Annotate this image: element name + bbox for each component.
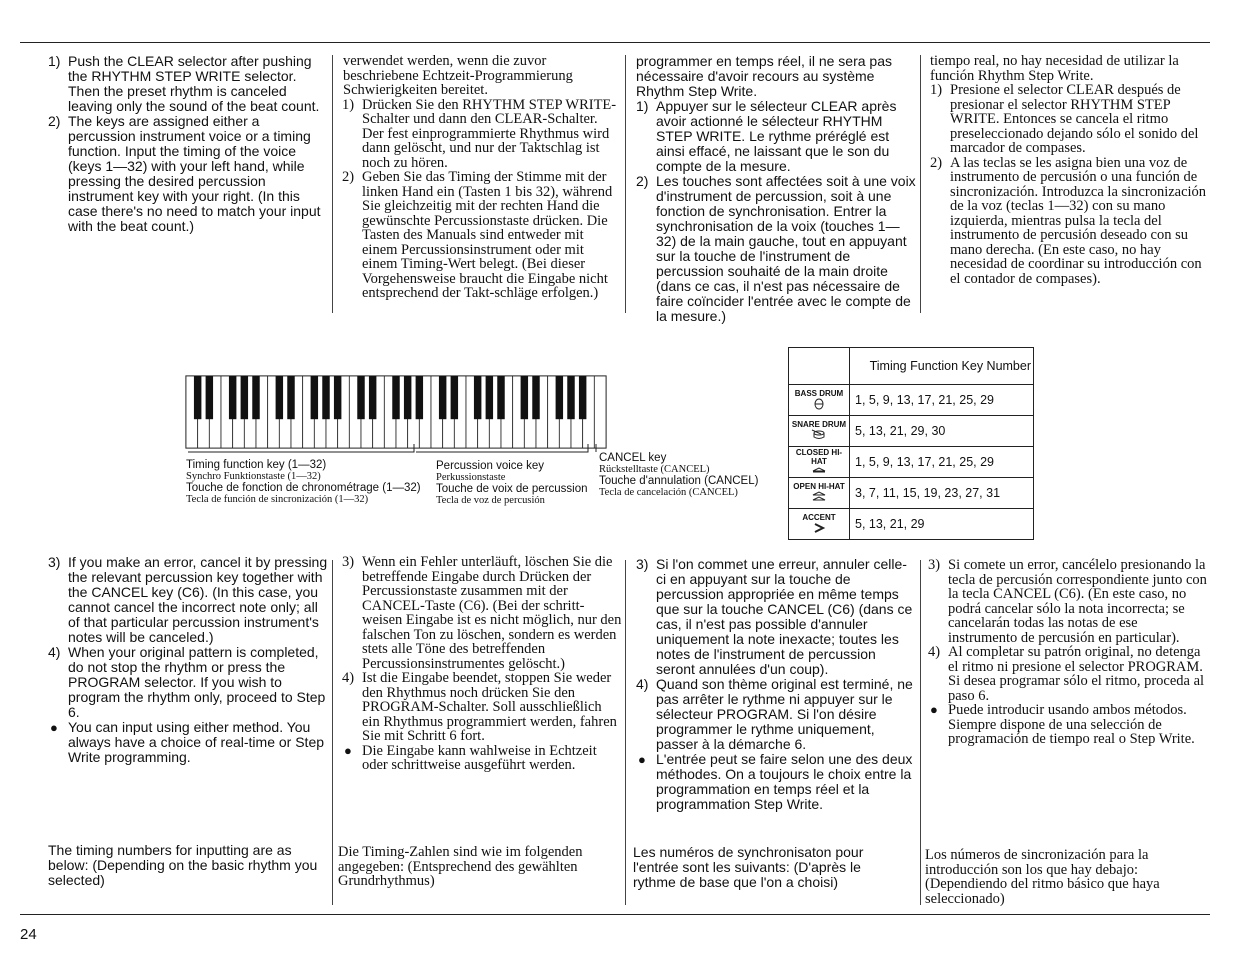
black-key [404, 376, 411, 419]
list-item: 1) Presione el selector CLEAR después de presionar el selector RHYTHM STEP WRITE. Entonces se cancela el ritmo preseleccionado dejando sólo el sonido del marcador de compases. [930, 82, 1199, 156]
list-item: 4) Quand son thème original est terminé, ne pas arrêter le rythme ni appuyer sur le sélecteur PROGRAM. Si l'on désire programmer le rythme uniquement, passer à la démarche 6. [636, 676, 913, 752]
row-label: CLOSED HI-HAT [789, 447, 850, 478]
black-key [439, 376, 446, 419]
row-label: BASS DRUM [789, 385, 850, 416]
page-number: 24 [20, 926, 37, 943]
table-header: Timing Function Key Number [850, 348, 1034, 385]
bottom-french-column [636, 557, 916, 812]
row-value: 5, 13, 21, 29 [850, 509, 1034, 540]
paragraph: verwendet werden, wenn die zuvor beschriebene Echtzeit-Programmierung Schwierigkeiten bereitet. [343, 53, 573, 98]
keyboard-illustration [184, 348, 614, 456]
list-item: 3) Si l'on commet une erreur, annuler celle-ci en appuyant sur la touche de percussion appropriée en même temps que sur la touche CANCEL (C6) (dans ce cas, il n'est pas possible d'annuler uniquement la note inexacte; toutes les notes de l'instrument de percussion seront annulées d'un coup). [636, 556, 913, 677]
black-key [392, 376, 399, 419]
white-key [594, 376, 606, 448]
black-key [579, 376, 586, 419]
bottom-german-footer: Die Timing-Zahlen sind wie im folgenden angegeben: (Entsprechend des gewählten Grundrhythmus) [338, 844, 583, 889]
row-label: ACCENT [789, 509, 850, 540]
paragraph: tiempo real, no hay necesidad de utilizar la función Rhythm Step Write. [930, 53, 1179, 84]
list-item: 3) Wenn ein Fehler unterläuft, löschen Sie die betreffende Eingabe durch Drücken der Percussionstaste zusammen mit der CANCEL-Taste (C6). (Bei der schritt-weisen Eingabe ist es nicht möglich, nur den falschen Ton zu löschen, sondern es werden stets alle Töne des betreffenden Percussionsinstrumentes gelöscht.) [342, 554, 622, 672]
bottom-spanish-footer: Los números de sincronización para la introducción son los que hay debajo: (Dependiendo del ritmo básico que haya seleccionado) [925, 847, 1160, 907]
black-key [322, 376, 329, 419]
list-item: 2) Les touches sont affectées soit à une voix d'instrument de percussion, soit à une fonction de synchronisation. Entrer la synchronisation de la voix (touches 1—32) de la main gauche, tout en appuyant sur la touche de l'instrument de percussion souhaité de la main droite (dans ce cas, il n'est pas nécessaire de faire coïncider l'entrée avec le compte de la mesure.) [636, 173, 916, 324]
list-item: 1) Drücken Sie den RHYTHM STEP WRITE-Schalter und dann den CLEAR-Schalter. Der fest einprogrammierte Rhythmus wird dann gelöscht, und nur der Taktschlag ist noch zu hören. [342, 96, 617, 171]
black-key [567, 376, 574, 419]
bottom-spanish-column [928, 558, 1208, 747]
closed-hihat-icon [811, 466, 827, 475]
row-value: 1, 5, 9, 13, 17, 21, 25, 29 [850, 447, 1034, 478]
table-row [789, 385, 1034, 416]
table-row [789, 447, 1034, 478]
black-key [252, 376, 259, 419]
row-label: SNARE DRUM [789, 416, 850, 447]
bottom-english-footer: The timing numbers for inputting are as below: (Depending on the basic rhythm you selected) [48, 842, 318, 888]
table-row [789, 478, 1034, 509]
list-item: 1) Appuyer sur le sélecteur CLEAR après avoir actionné le sélecteur RHYTHM STEP WRITE. Le rythme préréglé est ainsi effacé, ne laissant que le son du compte de la mesure. [636, 98, 897, 174]
col-divider [625, 560, 626, 905]
list-item: 4) Ist die Eingabe beendet, stoppen Sie weder den Rhythmus noch drücken Sie den PROGRAM-Schalter. Soll ausschließlich ein Rhythmus programmiert werden, fahren Sie mit Schritt 6 fort. [342, 670, 617, 744]
timing-function-table [788, 347, 1034, 540]
col-divider [332, 55, 333, 313]
black-key [497, 376, 504, 419]
top-english-column [48, 54, 330, 234]
col-divider [920, 560, 921, 905]
snare-drum-icon [811, 429, 827, 440]
black-key [451, 376, 458, 419]
list-item: 2) A las teclas se les asigna bien una voz de instrumento de percusión o una función de sincronización. Introduzca la sincronización de la voz (teclas 1—32) con su mano izquierda, mientras pulsa la tecla del instrumento de percusión deseado con su mano derecha. (En este caso, no hay necesidad de coordinar su introducción con el contador de compases). [930, 154, 1207, 287]
black-key [474, 376, 481, 419]
list-item: 3) If you make an error, cancel it by pressing the relevant percussion key together with the CANCEL key (C6). (In this case, you cannot cancel the incorrect note only; all of that particular percussion instrument's notes will be canceled.) [48, 554, 328, 645]
list-item: ● Puede introducir usando ambos métodos. Siempre dispone de una selección de programación de tiempo real o Step Write. [930, 702, 1195, 747]
list-item: ● Die Eingabe kann wahlweise in Echtzeit oder schrittweise ausgeführt werden. [344, 742, 597, 773]
list-item: 3) Si comete un error, cancélelo presionando la tecla de percusión correspondiente junto con la tecla CANCEL (C6). (En este caso, no podrá cancelar sólo la nota incorrecta; se cancelarán todas las notas de ese instrumento de percusión en particular). [928, 557, 1207, 646]
paragraph: programmer en temps réel, il ne sera pas nécessaire d'avoir recours au système Rhythm Step Write. [636, 53, 892, 99]
timing-function-key-caption: Timing function key (1—32) Synchro Funktionstaste (1—32) Touche de fonction de chronométrage (1—32) Tecla de función de sincronización (1—32) [186, 459, 421, 505]
list-item: 4) When your original pattern is completed, do not stop the rhythm or press the PROGRAM selector. If you wish to program the rhythm only, proceed to Step 6. [48, 644, 326, 720]
black-key [334, 376, 341, 419]
black-key [556, 376, 563, 419]
col-divider [625, 55, 626, 313]
black-key [311, 376, 318, 419]
black-key [229, 376, 236, 419]
black-key [486, 376, 493, 419]
table-corner [789, 348, 850, 385]
accent-icon [812, 522, 826, 534]
cancel-key-caption: CANCEL key Rückstelltaste (CANCEL) Touche d'annulation (CANCEL) Tecla de cancelación (CANCEL) [599, 452, 759, 498]
bass-drum-icon [812, 398, 826, 410]
black-key [241, 376, 248, 419]
black-key [206, 376, 213, 419]
row-value: 1, 5, 9, 13, 17, 21, 25, 29 [850, 385, 1034, 416]
top-spanish-column [930, 54, 1208, 286]
black-key [276, 376, 283, 419]
bottom-french-footer: Les numéros de synchronisaton pour l'entrée sont les suivants: (D'après le rythme de base que l'on a choisi) [633, 844, 864, 890]
table-row [789, 416, 1034, 447]
top-german-column [342, 54, 622, 301]
top-rule [20, 42, 1210, 43]
black-key [369, 376, 376, 419]
col-divider [332, 560, 333, 905]
top-french-column [636, 54, 916, 324]
list-item: 4) Al completar su patrón original, no detenga el ritmo ni presione el selector PROGRAM. Si desea programar sólo el ritmo, proceda al paso 6. [928, 644, 1205, 704]
black-key [532, 376, 539, 419]
table-row [789, 509, 1034, 540]
bottom-english-column [48, 555, 330, 765]
row-label: OPEN HI-HAT [789, 478, 850, 509]
black-key [194, 376, 201, 419]
black-key [416, 376, 423, 419]
row-value: 3, 7, 11, 15, 19, 23, 27, 31 [850, 478, 1034, 509]
black-key [287, 376, 294, 419]
bottom-german-column [342, 555, 622, 773]
open-hihat-icon [811, 491, 827, 502]
list-item: 2) Geben Sie das Timing der Stimme mit der linken Hand ein (Tasten 1 bis 32), während Sie gleichzeitig mit der rechten Hand die gewünschte Percussionstaste drücken. Die Tasten des Manuals sind entweder mit einem Percussionsinstrument oder mit einem Timing-Wert belegt. (Bei dieser Vorgehensweise braucht die Eingabe nicht entsprechend der Takt-schläge erfolgen.) [342, 169, 613, 301]
list-item: 2) The keys are assigned either a percussion instrument voice or a timing function. Input the timing of the voice (keys 1—32) with your left hand, while pressing the desired percussion instrument key with your right. (In this case there's no need to match your input with the beat count.) [48, 113, 321, 234]
bottom-rule [20, 914, 1210, 915]
list-item: 1) Push the CLEAR selector after pushing the RHYTHM STEP WRITE selector. Then the preset rhythm is canceled leaving only the sound of the beat count. [48, 53, 320, 114]
black-key [357, 376, 364, 419]
row-value: 5, 13, 21, 29, 30 [850, 416, 1034, 447]
col-divider [920, 55, 921, 313]
black-key [521, 376, 528, 419]
list-item: ● L'entrée peut se faire selon une des deux méthodes. On a toujours le choix entre la programmation en temps réel et la programmation Step Write. [638, 751, 913, 812]
list-item: ● You can input using either method. You always have a choice of real-time or Step Write programming. [50, 719, 325, 765]
percussion-voice-key-caption: Percussion voice key Perkussionstaste Touche de voix de percussion Tecla de voz de percusión [436, 460, 588, 506]
